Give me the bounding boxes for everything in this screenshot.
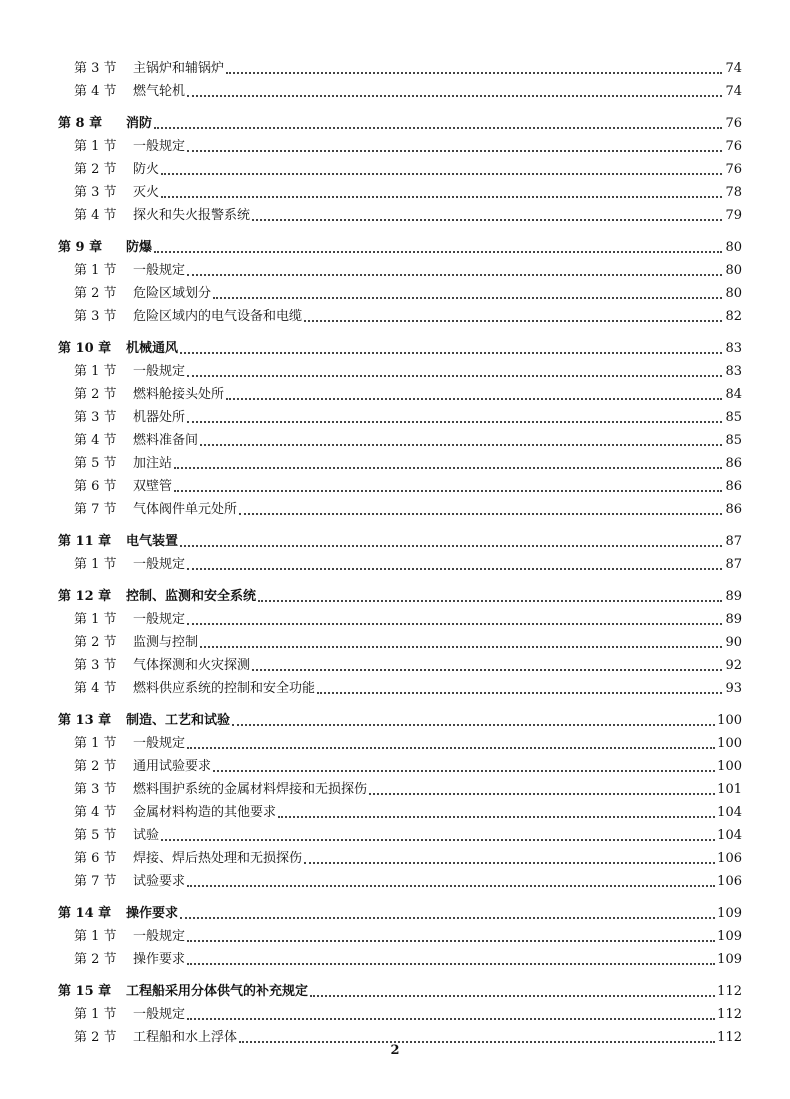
toc-section-entry[interactable]	[58, 429, 742, 452]
toc-section-entry[interactable]	[58, 847, 742, 870]
dot-leader	[187, 374, 722, 377]
toc-entry-number: 第 3 节	[74, 782, 117, 797]
dot-leader	[187, 94, 722, 97]
toc-entry-title: 机械通风	[126, 341, 179, 356]
toc-entry-page: 80	[725, 263, 742, 278]
toc-entry-title: 防爆	[126, 240, 153, 255]
toc-section-entry[interactable]	[58, 824, 742, 847]
toc-entry-page: 80	[725, 240, 742, 255]
toc-entry-number: 第 4 节	[74, 681, 117, 696]
toc-chapter-entry[interactable]	[58, 530, 742, 553]
toc-entry-page: 106	[717, 851, 742, 866]
toc-entry-title: 操作要求	[133, 952, 186, 967]
toc-entry-page: 90	[725, 635, 742, 650]
toc-entry-page: 83	[725, 364, 742, 379]
toc-entry-number: 第 2 节	[74, 387, 117, 402]
toc-section-entry[interactable]	[58, 677, 742, 700]
toc-entry-title: 一般规定	[133, 736, 186, 751]
dot-leader	[226, 397, 722, 400]
toc-entry-page: 104	[717, 805, 742, 820]
toc-entry-number: 第 4 节	[74, 84, 117, 99]
page-number: 2	[390, 1043, 400, 1058]
toc-entry-title: 一般规定	[133, 929, 186, 944]
toc-entry-page: 100	[717, 713, 742, 728]
toc-entry-number: 第 12 章	[58, 589, 112, 604]
toc-chapter-entry[interactable]	[58, 709, 742, 732]
toc-entry-number: 第 5 节	[74, 456, 117, 471]
toc-section-entry[interactable]	[58, 870, 742, 893]
toc-entry-title: 一般规定	[133, 364, 186, 379]
dot-leader	[174, 489, 722, 492]
toc-entry-title: 主锅炉和辅锅炉	[133, 61, 225, 76]
toc-entry-number: 第 3 节	[74, 185, 117, 200]
dot-leader	[200, 443, 722, 446]
toc-entry-number: 第 1 节	[74, 263, 117, 278]
toc-entry-title: 机器处所	[133, 410, 186, 425]
toc-entry-page: 112	[717, 984, 742, 999]
dot-leader	[187, 1017, 715, 1020]
toc-section-entry[interactable]	[58, 204, 742, 227]
toc-entry-title: 焊接、焊后热处理和无损探伤	[133, 851, 303, 866]
toc-section-entry[interactable]	[58, 135, 742, 158]
toc-entry-number: 第 9 章	[58, 240, 103, 255]
toc-section-entry[interactable]	[58, 158, 742, 181]
toc-entry-page: 85	[725, 433, 742, 448]
toc-entry-page: 76	[725, 116, 742, 131]
toc-entry-title: 气体探测和火灾探测	[133, 658, 251, 673]
toc-section-entry[interactable]	[58, 452, 742, 475]
dot-leader	[232, 723, 715, 726]
toc-entry-title: 电气装置	[126, 534, 179, 549]
toc-entry-title: 监测与控制	[133, 635, 199, 650]
toc-entry-title: 燃料供应系统的控制和安全功能	[133, 681, 316, 696]
toc-entry-title: 一般规定	[133, 263, 186, 278]
toc-section-entry[interactable]	[58, 406, 742, 429]
toc-entry-number: 第 1 节	[74, 1007, 117, 1022]
toc-entry-title: 控制、监测和安全系统	[126, 589, 257, 604]
toc-entry-page: 80	[725, 286, 742, 301]
toc-entry-number: 第 1 节	[74, 929, 117, 944]
toc-entry-title: 燃料围护系统的金属材料焊接和无损探伤	[133, 782, 368, 797]
toc-entry-title: 工程船和水上浮体	[133, 1030, 238, 1045]
toc-entry-number: 第 3 节	[74, 410, 117, 425]
toc-entry-page: 78	[725, 185, 742, 200]
toc-entry-title: 防火	[133, 162, 160, 177]
toc-entry-title: 燃料准备间	[133, 433, 199, 448]
dot-leader	[161, 838, 715, 841]
dot-leader	[187, 884, 715, 887]
toc-entry-title: 制造、工艺和试验	[126, 713, 231, 728]
dot-leader	[187, 746, 715, 749]
toc-section-entry[interactable]	[58, 360, 742, 383]
toc-entry-page: 83	[725, 341, 742, 356]
toc-entry-page: 93	[725, 681, 742, 696]
dot-leader	[252, 218, 722, 221]
toc-entry-title: 双壁管	[133, 479, 173, 494]
toc-entry-number: 第 13 章	[58, 713, 112, 728]
dot-leader	[174, 466, 722, 469]
toc-entry-title: 一般规定	[133, 139, 186, 154]
toc-section-entry[interactable]	[58, 80, 742, 103]
toc-entry-page: 100	[717, 736, 742, 751]
toc-section-entry[interactable]	[58, 654, 742, 677]
dot-leader	[187, 939, 715, 942]
toc-entry-title: 工程船采用分体供气的补充规定	[126, 984, 309, 999]
toc-entry-page: 85	[725, 410, 742, 425]
toc-entry-page: 74	[725, 61, 742, 76]
toc-section-entry[interactable]	[58, 181, 742, 204]
dot-leader	[154, 250, 722, 253]
toc-entry-page: 101	[717, 782, 742, 797]
toc-entry-page: 86	[725, 502, 742, 517]
toc-entry-title: 气体阀件单元处所	[133, 502, 238, 517]
toc-entry-number: 第 2 节	[74, 952, 117, 967]
dot-leader	[187, 420, 722, 423]
toc-chapter-entry[interactable]	[58, 112, 742, 135]
toc-entry-title: 探火和失火报警系统	[133, 208, 251, 223]
toc-entry-title: 操作要求	[126, 906, 179, 921]
toc-entry-page: 104	[717, 828, 742, 843]
dot-leader	[258, 599, 722, 602]
dot-leader	[187, 567, 722, 570]
toc-entry-page: 76	[725, 162, 742, 177]
toc-entry-page: 82	[725, 309, 742, 324]
toc-entry-title: 金属材料构造的其他要求	[133, 805, 277, 820]
toc-entry-page: 79	[725, 208, 742, 223]
table-of-contents	[58, 57, 742, 1049]
toc-entry-number: 第 14 章	[58, 906, 112, 921]
toc-section-entry[interactable]	[58, 383, 742, 406]
toc-chapter-entry[interactable]	[58, 236, 742, 259]
dot-leader	[310, 994, 715, 997]
dot-leader	[252, 668, 722, 671]
toc-section-entry[interactable]	[58, 1003, 742, 1026]
toc-entry-number: 第 7 节	[74, 874, 117, 889]
dot-leader	[180, 544, 722, 547]
toc-entry-number: 第 2 节	[74, 759, 117, 774]
toc-section-entry[interactable]	[58, 778, 742, 801]
toc-section-entry[interactable]	[58, 498, 742, 521]
toc-entry-page: 87	[725, 534, 742, 549]
toc-entry-page: 106	[717, 874, 742, 889]
toc-entry-number: 第 11 章	[58, 534, 112, 549]
toc-entry-number: 第 4 节	[74, 433, 117, 448]
toc-entry-title: 危险区域内的电气设备和电缆	[133, 309, 303, 324]
dot-leader	[161, 172, 722, 175]
dot-leader	[213, 296, 722, 299]
dot-leader	[187, 962, 715, 965]
toc-entry-page: 84	[725, 387, 742, 402]
dot-leader	[317, 691, 722, 694]
toc-entry-number: 第 2 节	[74, 635, 117, 650]
dot-leader	[180, 351, 722, 354]
toc-entry-title: 消防	[126, 116, 153, 131]
toc-entry-number: 第 3 节	[74, 61, 117, 76]
toc-entry-page: 86	[725, 479, 742, 494]
toc-entry-page: 89	[725, 589, 742, 604]
toc-entry-number: 第 10 章	[58, 341, 112, 356]
toc-chapter-entry[interactable]	[58, 585, 742, 608]
toc-entry-title: 试验要求	[133, 874, 186, 889]
dot-leader	[161, 195, 722, 198]
toc-entry-number: 第 1 节	[74, 612, 117, 627]
toc-entry-title: 危险区域划分	[133, 286, 212, 301]
toc-entry-page: 109	[717, 952, 742, 967]
toc-entry-number: 第 5 节	[74, 828, 117, 843]
toc-section-entry[interactable]	[58, 732, 742, 755]
toc-entry-number: 第 3 节	[74, 658, 117, 673]
dot-leader	[213, 769, 715, 772]
toc-entry-title: 通用试验要求	[133, 759, 212, 774]
toc-section-entry[interactable]	[58, 631, 742, 654]
toc-entry-number: 第 1 节	[74, 139, 117, 154]
toc-entry-title: 加注站	[133, 456, 173, 471]
toc-chapter-entry[interactable]	[58, 337, 742, 360]
dot-leader	[187, 622, 722, 625]
toc-chapter-entry[interactable]	[58, 980, 742, 1003]
toc-entry-number: 第 7 节	[74, 502, 117, 517]
toc-entry-page: 112	[717, 1007, 742, 1022]
toc-section-entry[interactable]	[58, 475, 742, 498]
toc-entry-title: 灭火	[133, 185, 160, 200]
toc-section-entry[interactable]	[58, 948, 742, 971]
dot-leader	[278, 815, 715, 818]
toc-entry-title: 燃气轮机	[133, 84, 186, 99]
toc-entry-number: 第 1 节	[74, 736, 117, 751]
toc-section-entry[interactable]	[58, 925, 742, 948]
toc-entry-page: 87	[725, 557, 742, 572]
toc-entry-number: 第 6 节	[74, 479, 117, 494]
toc-section-entry[interactable]	[58, 553, 742, 576]
toc-entry-title: 一般规定	[133, 1007, 186, 1022]
toc-section-entry[interactable]	[58, 305, 742, 328]
toc-entry-page: 76	[725, 139, 742, 154]
toc-entry-page: 100	[717, 759, 742, 774]
toc-entry-page: 89	[725, 612, 742, 627]
toc-entry-number: 第 6 节	[74, 851, 117, 866]
toc-entry-number: 第 1 节	[74, 557, 117, 572]
toc-entry-title: 试验	[133, 828, 160, 843]
dot-leader	[226, 71, 722, 74]
toc-entry-number: 第 3 节	[74, 309, 117, 324]
toc-entry-title: 燃料舱接头处所	[133, 387, 225, 402]
toc-entry-title: 一般规定	[133, 612, 186, 627]
dot-leader	[180, 916, 715, 919]
toc-entry-number: 第 2 节	[74, 286, 117, 301]
toc-chapter-entry[interactable]	[58, 902, 742, 925]
toc-section-entry[interactable]	[58, 801, 742, 824]
dot-leader	[304, 861, 715, 864]
toc-section-entry[interactable]	[58, 282, 742, 305]
toc-entry-title: 一般规定	[133, 557, 186, 572]
toc-section-entry[interactable]	[58, 608, 742, 631]
dot-leader	[239, 512, 722, 515]
toc-entry-page: 92	[725, 658, 742, 673]
toc-entry-number: 第 2 节	[74, 1030, 117, 1045]
toc-entry-number: 第 15 章	[58, 984, 112, 999]
toc-entry-page: 74	[725, 84, 742, 99]
toc-entry-page: 109	[717, 929, 742, 944]
toc-entry-page: 86	[725, 456, 742, 471]
dot-leader	[154, 126, 722, 129]
dot-leader	[369, 792, 715, 795]
toc-entry-number: 第 4 节	[74, 805, 117, 820]
toc-entry-number: 第 1 节	[74, 364, 117, 379]
toc-entry-page: 112	[717, 1030, 742, 1045]
dot-leader	[200, 645, 722, 648]
toc-entry-page: 109	[717, 906, 742, 921]
toc-section-entry[interactable]	[58, 755, 742, 778]
toc-entry-number: 第 4 节	[74, 208, 117, 223]
dot-leader	[304, 319, 722, 322]
dot-leader	[187, 149, 722, 152]
toc-section-entry[interactable]	[58, 57, 742, 80]
toc-entry-number: 第 8 章	[58, 116, 103, 131]
dot-leader	[187, 273, 722, 276]
toc-entry-number: 第 2 节	[74, 162, 117, 177]
toc-section-entry[interactable]	[58, 259, 742, 282]
